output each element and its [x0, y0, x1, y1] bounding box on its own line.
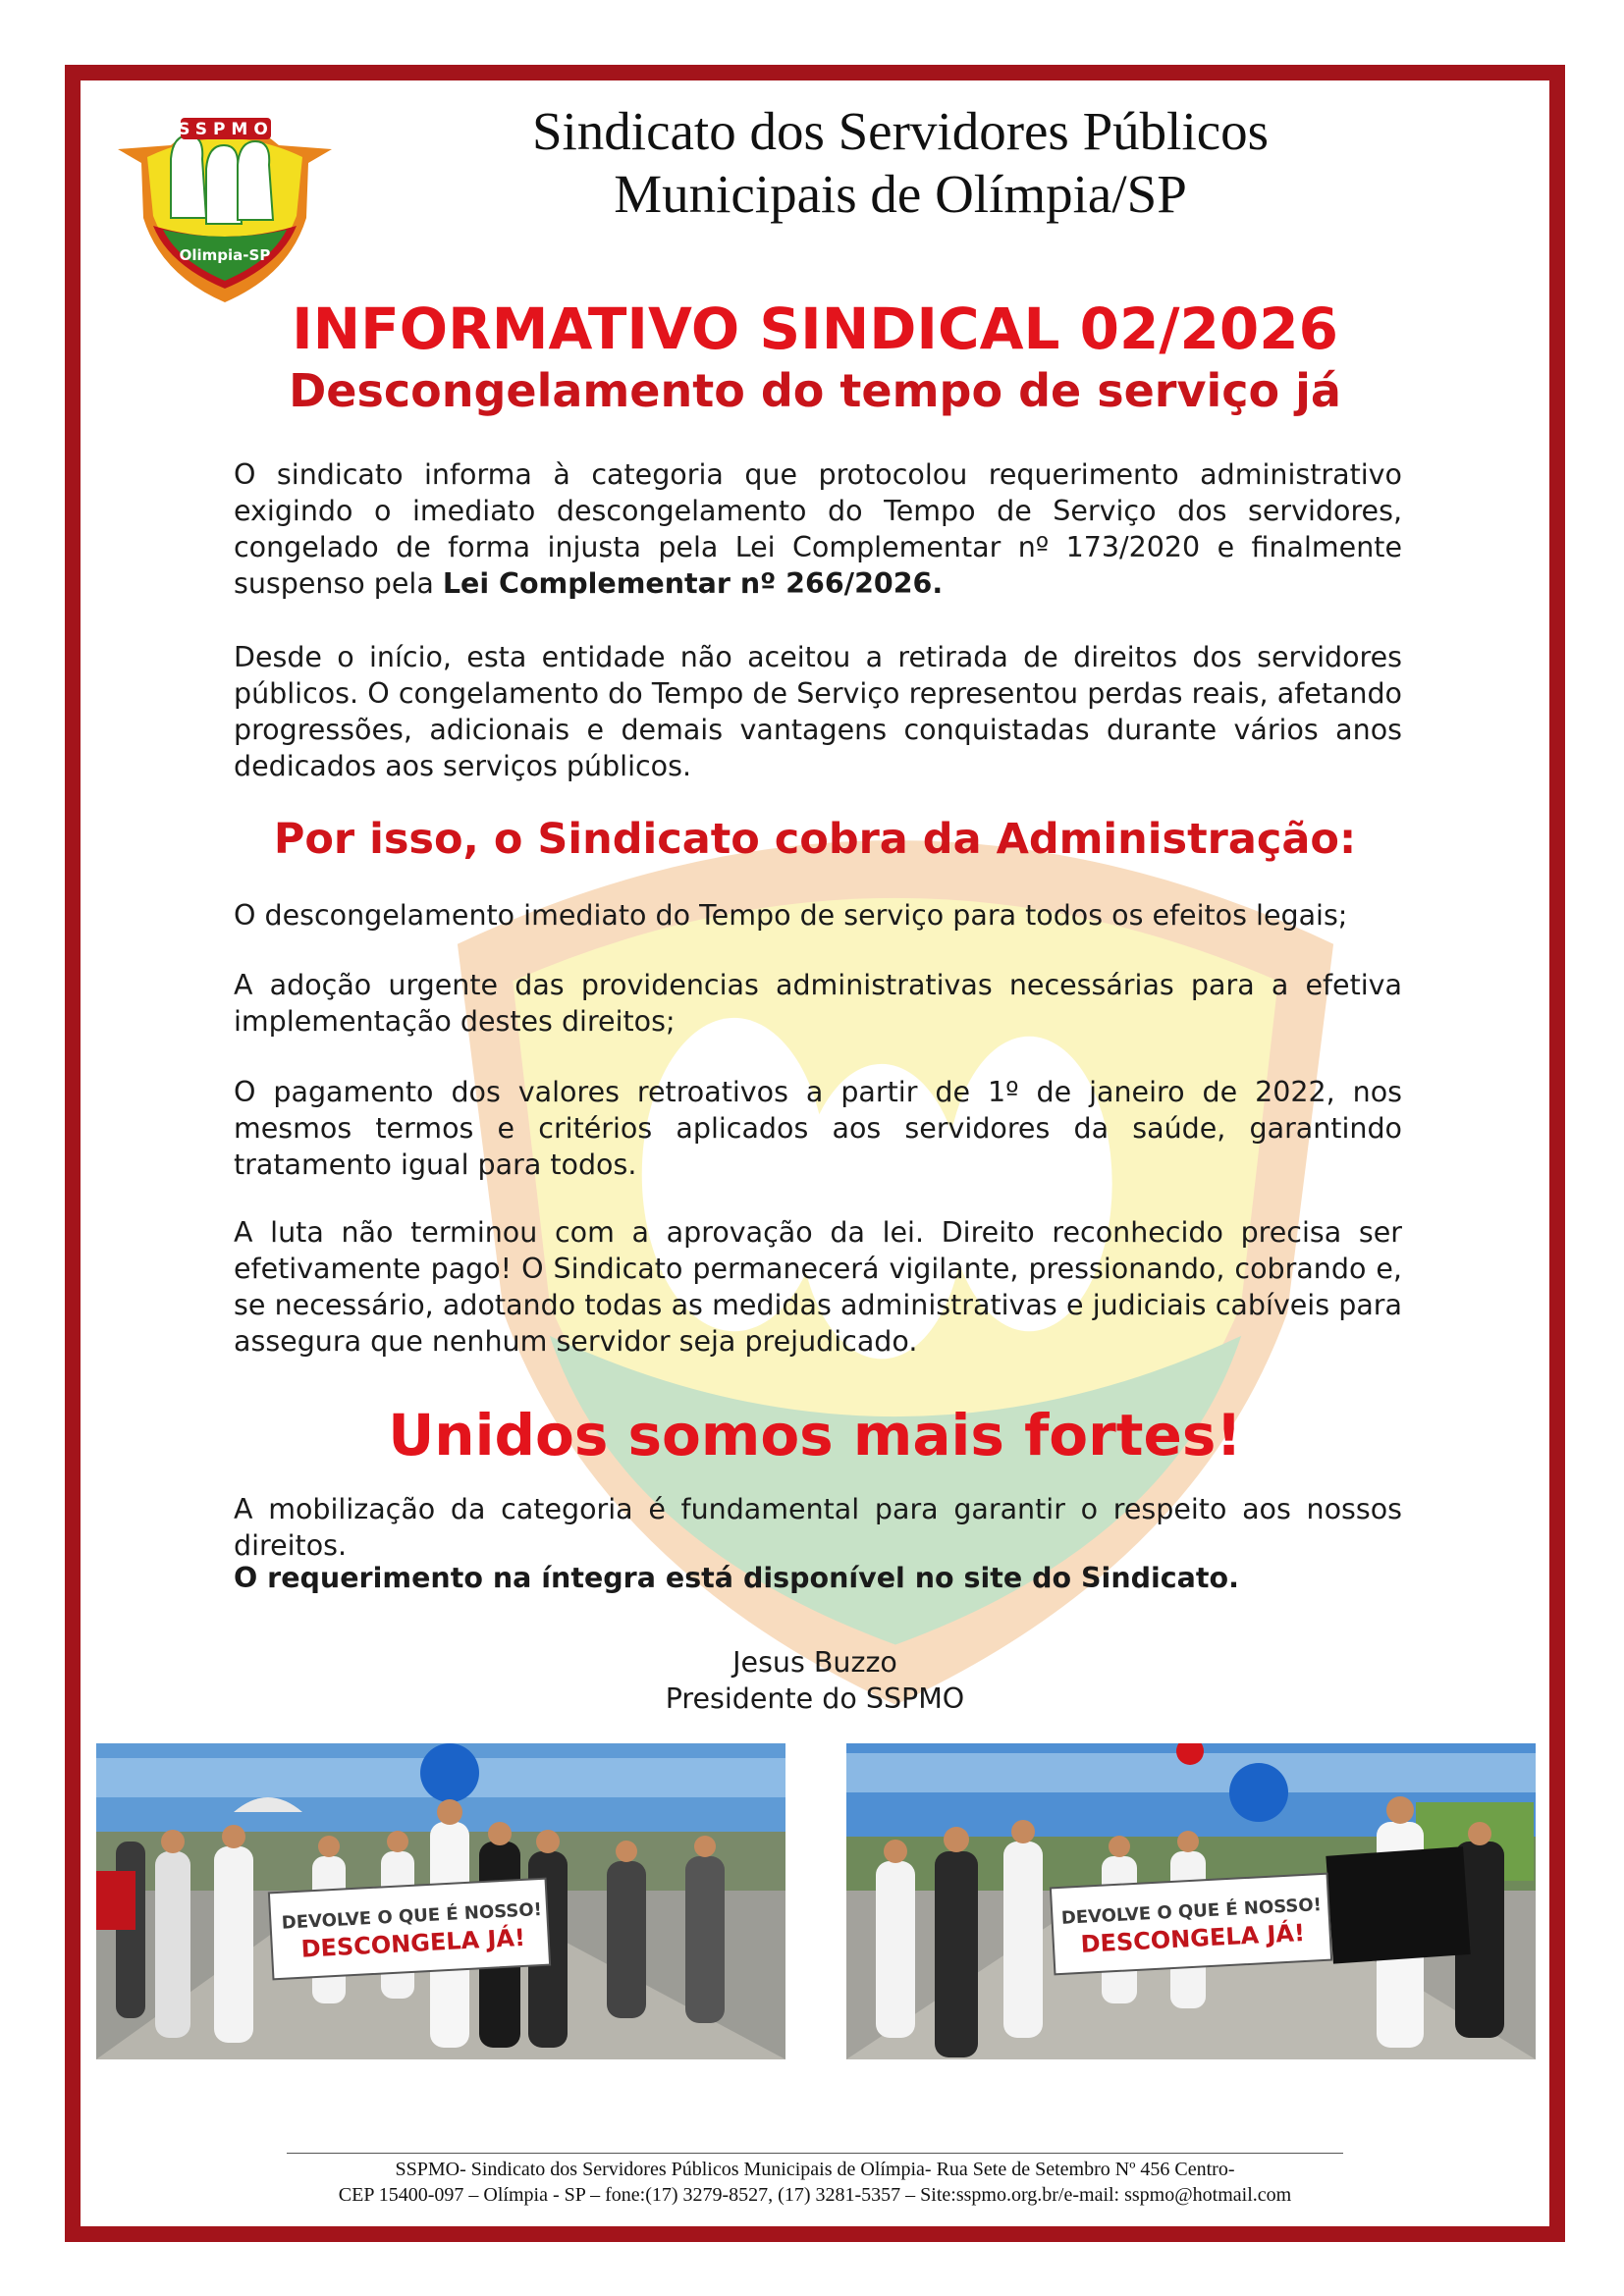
- protest-photo-right: [846, 1743, 1536, 2059]
- demand-item: O descongelamento imediato do Tempo de serviço para todos os efeitos legais;: [234, 899, 1348, 932]
- logo-text: SSPMO: [178, 120, 274, 139]
- paragraph-fight: A luta não terminou com a aprovação da lei. Direito reconhecido precisa ser efetivamente pago! O Sindicato permanecerá vigilante, pressionando, cobrando e, se necessário, adotando todas as medidas administrativas e judiciais cabíveis para assegura que nenhum servidor seja prejudicado.: [234, 1216, 1402, 1358]
- notice-website: O requerimento na íntegra está disponível no site do Sindicato.: [234, 1562, 1239, 1594]
- sspmo-logo: [112, 100, 338, 306]
- footer-address: SSPMO- Sindicato dos Servidores Públicos Municipais de Olímpia- Rua Sete de Setembro Nº 456 Centro-: [395, 2159, 1235, 2180]
- banner-text-line2: DESCONGELA JÁ!: [299, 1923, 526, 1963]
- demand-item: O pagamento dos valores retroativos a partir de 1º de janeiro de 2022, nos mesmos termos e critérios aplicados aos servidores da saúde, garantindo tratamento igual para todos.: [234, 1076, 1402, 1181]
- signature: [81, 1644, 1549, 1717]
- banner-text-line2: DESCONGELA JÁ!: [1079, 1918, 1306, 1958]
- protest-photo-left: [96, 1743, 785, 2059]
- paragraph-request-text: O sindicato informa à categoria que protocolou requerimento administrativo exigindo o imediato descongelamento do Tempo de Serviço dos servidores, congelado de forma injusta pela Lei Complementar nº 173/2020 e finalmente suspenso pela: [234, 458, 1402, 600]
- footer-contact: CEP 15400-097 – Olímpia - SP – fone:(17) 3279-8527, (17) 3281-5357 – Site:sspmo.org.br/e-mail: sspmo@hotmail.com: [338, 2184, 1292, 2206]
- org-name-line1: Sindicato dos Servidores Públicos: [531, 101, 1270, 161]
- section-heading: Por isso, o Sindicato cobra da Administração:: [273, 815, 1357, 864]
- signature-name: Jesus Buzzo: [732, 1646, 897, 1679]
- bulletin-title: INFORMATIVO SINDICAL 02/2026: [292, 295, 1338, 362]
- logo-city: Olimpia-SP: [179, 246, 271, 264]
- signature-role: Presidente do SSPMO: [665, 1682, 965, 1715]
- banner-text-line1: DEVOLVE O QUE É NOSSO!: [1060, 1895, 1323, 1929]
- footer: [81, 2157, 1549, 2208]
- slogan: Unidos somos mais fortes!: [388, 1402, 1242, 1468]
- organization-name: [346, 100, 1455, 226]
- law-reference: Lei Complementar nº 266/2026.: [442, 567, 944, 600]
- banner-text-line1: DEVOLVE O QUE É NOSSO!: [281, 1898, 543, 1934]
- bulletin-page: [81, 80, 1549, 2226]
- org-name-line2: Municipais de Olímpia/SP: [614, 164, 1187, 224]
- paragraph-mobilization: A mobilização da categoria é fundamental para garantir o respeito aos nossos direitos.: [234, 1493, 1402, 1562]
- paragraph-request: [234, 456, 1402, 602]
- demand-item: A adoção urgente das providencias administrativas necessárias para a efetiva implementação destes direitos;: [234, 969, 1402, 1038]
- paragraph-history: Desde o início, esta entidade não aceitou a retirada de direitos dos servidores públicos. O congelamento do Tempo de Serviço representou perdas reais, afetando progressões, adicionais e demais vantagens conquistadas durante vários anos dedicados aos serviços públicos.: [234, 641, 1402, 782]
- footer-divider: [287, 2153, 1343, 2154]
- bulletin-subtitle: Descongelamento do tempo de serviço já: [289, 364, 1341, 417]
